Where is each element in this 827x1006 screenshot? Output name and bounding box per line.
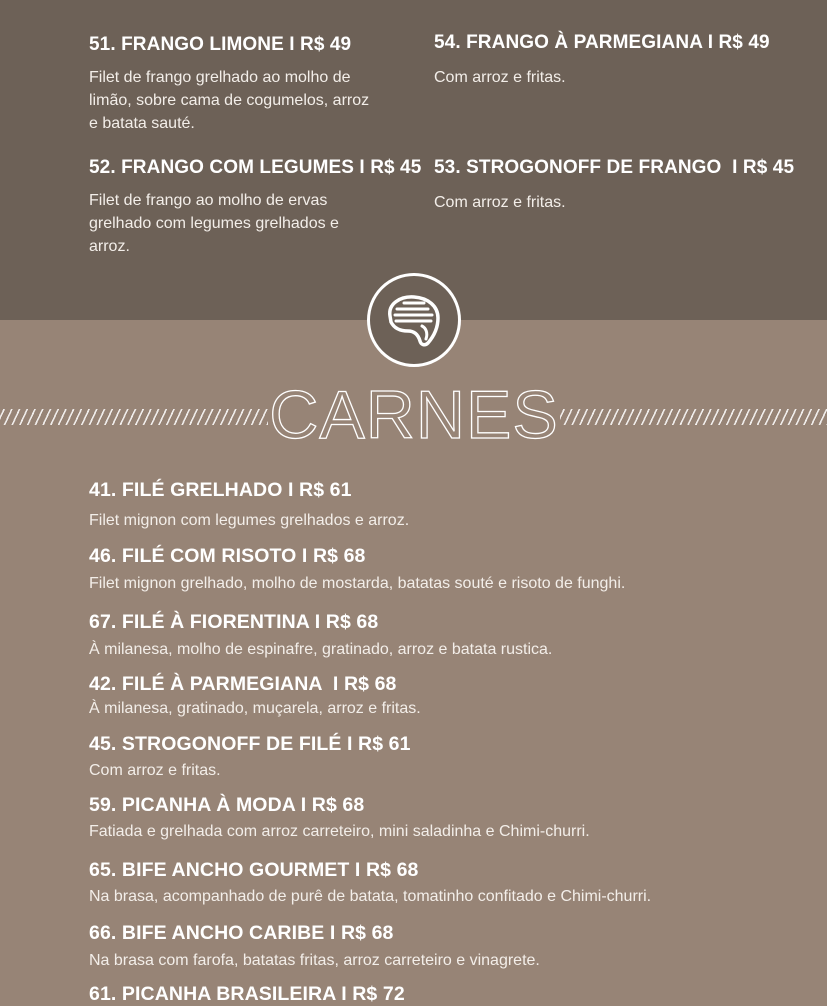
menu-item-title: 66. BIFE ANCHO CARIBE I R$ 68 [89,922,394,944]
menu-item-file-grelhado [89,478,409,532]
menu-item-description: Filet mignon com legumes grelhados e arroz. [89,512,410,529]
menu-item-file-a-fiorentina [89,610,552,661]
steak-icon [367,273,461,367]
menu-item-strogonoff-de-frango [434,156,794,214]
menu-item-description: Na brasa, acompanhado de purê de batata, tomatinho confitado e Chimi-churri. [89,888,652,905]
menu-item-description: Na brasa com farofa, batatas fritas, arroz carreteiro e vinagrete. [89,952,540,969]
section-heading [0,375,827,455]
decorative-hatch-left [0,409,268,425]
section-title: CARNES [269,377,559,453]
chicken-section [0,0,827,320]
menu-item-title: 42. FILÉ À PARMEGIANA I R$ 68 [89,673,397,695]
decorative-hatch-right [560,409,827,425]
menu-item-description: Com arroz e fritas. [89,762,221,779]
menu-item-frango-parmegiana [434,31,774,89]
menu-item-description: Fatiada e grelhada com arroz carreteiro, mini saladinha e Chimi-churri. [89,823,590,840]
menu-item-description: Filet mignon grelhado, molho de mostarda, batatas souté e risoto de funghi. [89,575,626,592]
menu-item-description: Filet de frango ao molho de ervas grelhado com legumes grelhados e arroz. [89,192,339,255]
menu-item-title: 52. FRANGO COM LEGUMES I R$ 45 [89,157,422,178]
menu-item-description: Com arroz e fritas. [434,69,566,86]
menu-item-description: À milanesa, gratinado, muçarela, arroz e fritas. [89,700,421,717]
menu-item-title: 53. STROGONOFF DE FRANGO I R$ 45 [434,157,795,178]
menu-item-title: 67. FILÉ À FIORENTINA I R$ 68 [89,611,379,633]
menu-item-frango-com-legumes [89,156,421,258]
menu-item-frango-limone [89,33,379,135]
menu-item-description: Com arroz e fritas. [434,194,566,211]
menu-item-bife-ancho-gourmet [89,858,651,908]
menu-item-title: 59. PICANHA À MODA I R$ 68 [89,794,365,816]
menu-item-title: 54. FRANGO À PARMEGIANA I R$ 49 [434,32,770,53]
menu-item-title: 65. BIFE ANCHO GOURMET I R$ 68 [89,859,419,881]
menu-item-title: 45. STROGONOFF DE FILÉ I R$ 61 [89,733,411,755]
menu-item-picanha-brasileira [89,982,405,1006]
menu-item-title: 61. PICANHA BRASILEIRA I R$ 72 [89,983,405,1005]
menu-item-file-com-risoto [89,544,625,595]
menu-item-description: Filet de frango grelhado ao molho de limão, sobre cama de cogumelos, arroz e batata sauté. [89,69,370,132]
menu-item-description: À milanesa, molho de espinafre, gratinado, arroz e batata rustica. [89,641,553,658]
menu-item-file-a-parmegiana [89,672,421,720]
menu-item-bife-ancho-caribe [89,921,540,972]
menu-item-title: 46. FILÉ COM RISOTO I R$ 68 [89,545,366,567]
menu-item-title: 41. FILÉ GRELHADO I R$ 61 [89,479,352,501]
menu-item-strogonoff-de-file [89,732,411,782]
steak-icon-graphic [370,276,458,364]
menu-item-title: 51. FRANGO LIMONE I R$ 49 [89,34,352,55]
menu-item-picanha-a-moda [89,793,590,843]
